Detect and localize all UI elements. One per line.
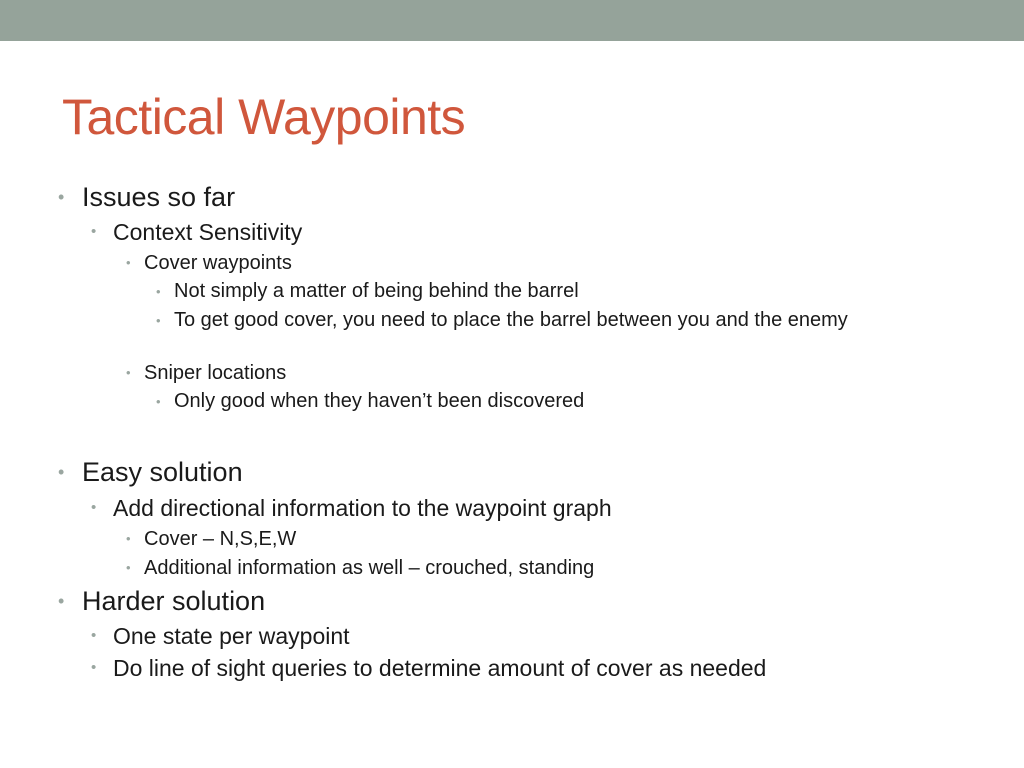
bullet-context-sensitivity (91, 218, 303, 246)
bullet-add-directional (91, 494, 612, 522)
bullet-issues-so-far (58, 181, 236, 213)
bullet-dot-icon: • (91, 659, 97, 676)
bullet-dot-icon: • (126, 531, 131, 546)
bullet-text: Sniper locations (144, 362, 287, 384)
bullet-sniper-locations (126, 361, 287, 385)
bullet-dot-icon: • (91, 499, 97, 516)
bullet-text: Do line of sight queries to determine amount of cover as needed (113, 655, 767, 681)
bullet-cover-nsew (126, 527, 297, 551)
bullet-dot-icon: • (156, 313, 161, 328)
bullet-text: To get good cover, you need to place the barrel between you and the enemy (174, 309, 848, 331)
bullet-text: Only good when they haven’t been discovered (174, 390, 585, 412)
bullet-text: One state per waypoint (113, 623, 350, 649)
bullet-good-cover (156, 309, 934, 332)
bullet-dot-icon: • (126, 560, 131, 575)
bullet-dot-icon: • (156, 394, 161, 409)
bullet-text: Not simply a matter of being behind the barrel (174, 280, 579, 302)
slide-title: Tactical Waypoints (62, 89, 466, 145)
bullet-one-state (91, 622, 350, 650)
bullet-not-simply (156, 280, 579, 303)
bullet-text: Context Sensitivity (113, 219, 303, 245)
bullet-dot-icon: • (126, 255, 131, 270)
bullet-only-good (156, 390, 585, 413)
bullet-text: Cover waypoints (144, 252, 292, 274)
bullet-text: Additional information as well – crouched, standing (144, 557, 595, 579)
bullet-dot-icon: • (58, 591, 65, 611)
bullet-easy-solution (58, 456, 243, 488)
bullet-text: Easy solution (82, 457, 243, 487)
bullet-text: Add directional information to the waypoint graph (113, 495, 612, 521)
bullet-line-of-sight (91, 654, 767, 682)
bullet-dot-icon: • (58, 187, 65, 207)
bullet-text: Cover – N,S,E,W (144, 528, 297, 550)
bullet-dot-icon: • (91, 627, 97, 644)
bullet-dot-icon: • (156, 284, 161, 299)
bullet-dot-icon: • (91, 223, 97, 240)
bullet-dot-icon: • (58, 462, 65, 482)
bullet-dot-icon: • (126, 365, 131, 380)
bullet-additional-info (126, 556, 595, 580)
bullet-text: Issues so far (82, 182, 236, 212)
bullet-cover-waypoints (126, 251, 292, 275)
bullet-harder-solution (58, 585, 266, 617)
bullet-text: Harder solution (82, 586, 266, 616)
